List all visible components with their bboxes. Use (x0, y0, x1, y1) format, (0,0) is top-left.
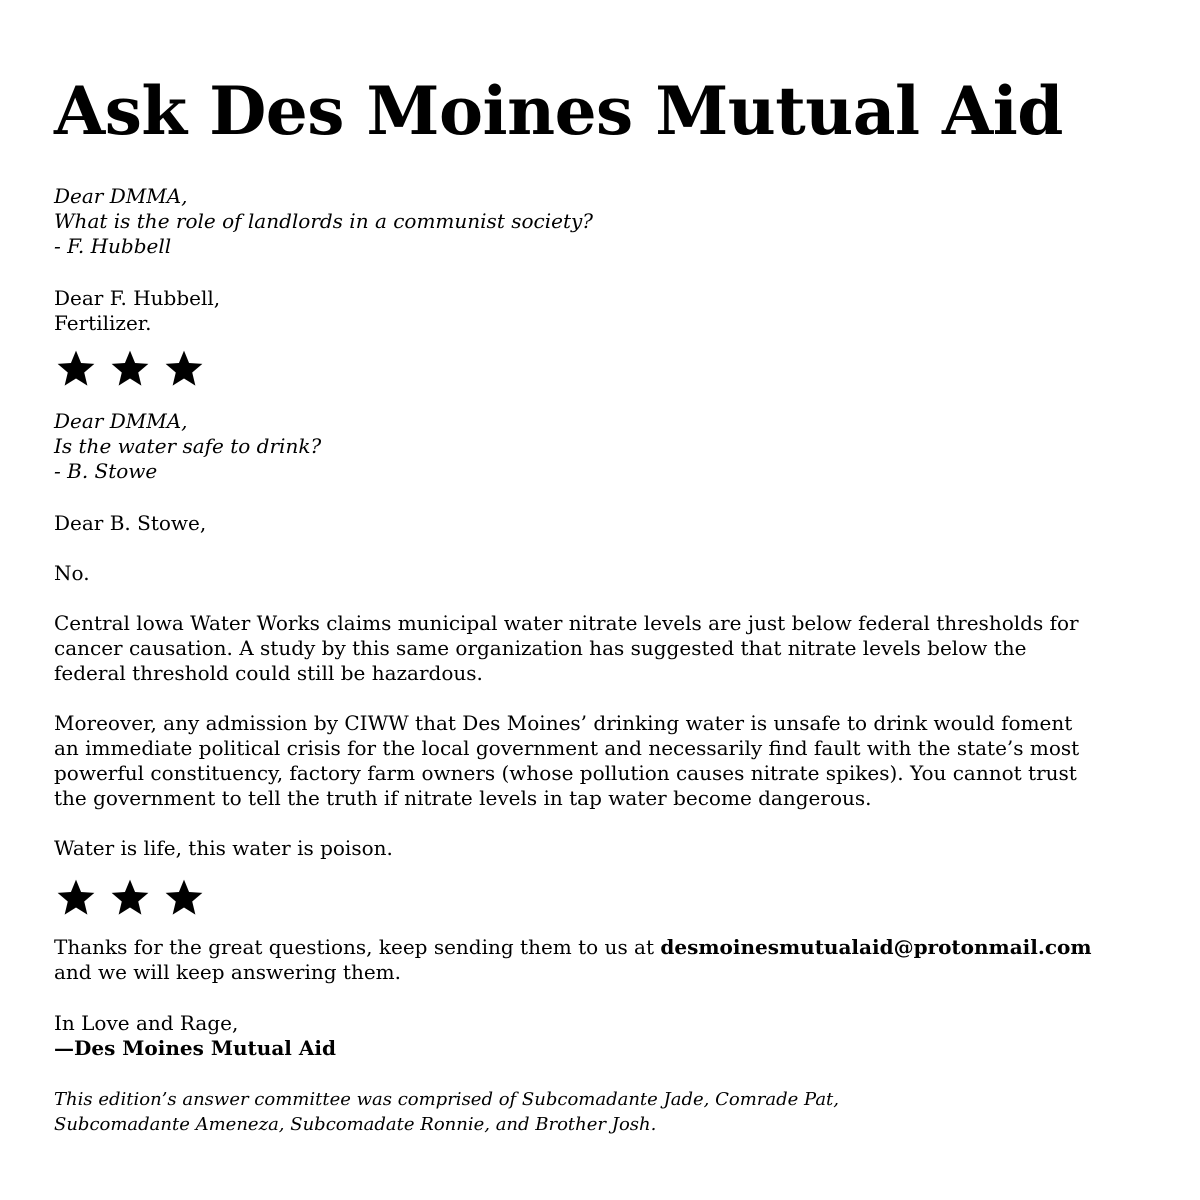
answer-paragraph-2 (54, 711, 1079, 811)
committee-footnote (54, 1087, 839, 1137)
footnote-line: Subcomadante Ameneza, Subcomadate Ronnie, and Brother Josh. (54, 1114, 657, 1135)
answer-line: Dear F. Hubbell, (54, 286, 221, 310)
star-icon (162, 348, 206, 390)
paragraph-line: the government to tell the truth if nitrate levels in tap water become dangerous. (54, 786, 872, 810)
page-title: Ask Des Moines Mutual Aid (54, 72, 1063, 150)
signoff-line: In Love and Rage, (54, 1011, 239, 1035)
answer-paragraph-1 (54, 611, 1079, 686)
closing-line: Water is life, this water is poison. (54, 836, 393, 860)
star-icon (108, 877, 152, 919)
signoff-signature: —Des Moines Mutual Aid (54, 1036, 336, 1060)
star-icon (108, 348, 152, 390)
star-icon (162, 877, 206, 919)
star-divider (54, 348, 206, 390)
star-icon (54, 348, 98, 390)
star-icon (54, 877, 98, 919)
question-line: - F. Hubbell (54, 234, 172, 258)
thanks-text: Thanks for the great questions, keep sending them to us at (54, 935, 661, 959)
answer-line: Fertilizer. (54, 311, 152, 335)
thanks-text-end: and we will keep answering them. (54, 960, 401, 984)
question-line: What is the role of landlords in a communist society? (54, 209, 594, 233)
paragraph-line: cancer causation. A study by this same organization has suggested that nitrate levels below the (54, 636, 1027, 660)
paragraph-line: Central lowa Water Works claims municipal water nitrate levels are just below federal thresholds for (54, 611, 1079, 635)
signoff (54, 1011, 336, 1061)
question-line: Is the water safe to drink? (54, 434, 322, 458)
thanks-line-1 (54, 935, 1092, 960)
question-line: Dear DMMA, (54, 184, 188, 208)
email-address[interactable]: desmoinesmutualaid@protonmail.com (660, 935, 1092, 959)
question-letter-1 (54, 184, 593, 259)
paragraph-line: federal threshold could still be hazardous. (54, 661, 483, 685)
thanks-paragraph (54, 935, 1092, 985)
question-line: Dear DMMA, (54, 409, 188, 433)
paragraph-line: an immediate political crisis for the local government and necessarily find fault with the state’s most (54, 736, 1080, 760)
paragraph-line: powerful constituency, factory farm owners (whose pollution causes nitrate spikes). You cannot trust (54, 761, 1077, 785)
star-divider (54, 877, 206, 919)
footnote-line: This edition’s answer committee was comprised of Subcomadante Jade, Comrade Pat, (54, 1089, 840, 1110)
paragraph-line: Moreover, any admission by CIWW that Des Moines’ drinking water is unsafe to drink would foment (54, 711, 1073, 735)
answer-salutation: Dear B. Stowe, (54, 511, 207, 535)
question-line: - B. Stowe (54, 459, 158, 483)
short-answer: No. (54, 561, 90, 585)
answer-letter-1 (54, 286, 220, 336)
question-letter-2 (54, 409, 321, 484)
